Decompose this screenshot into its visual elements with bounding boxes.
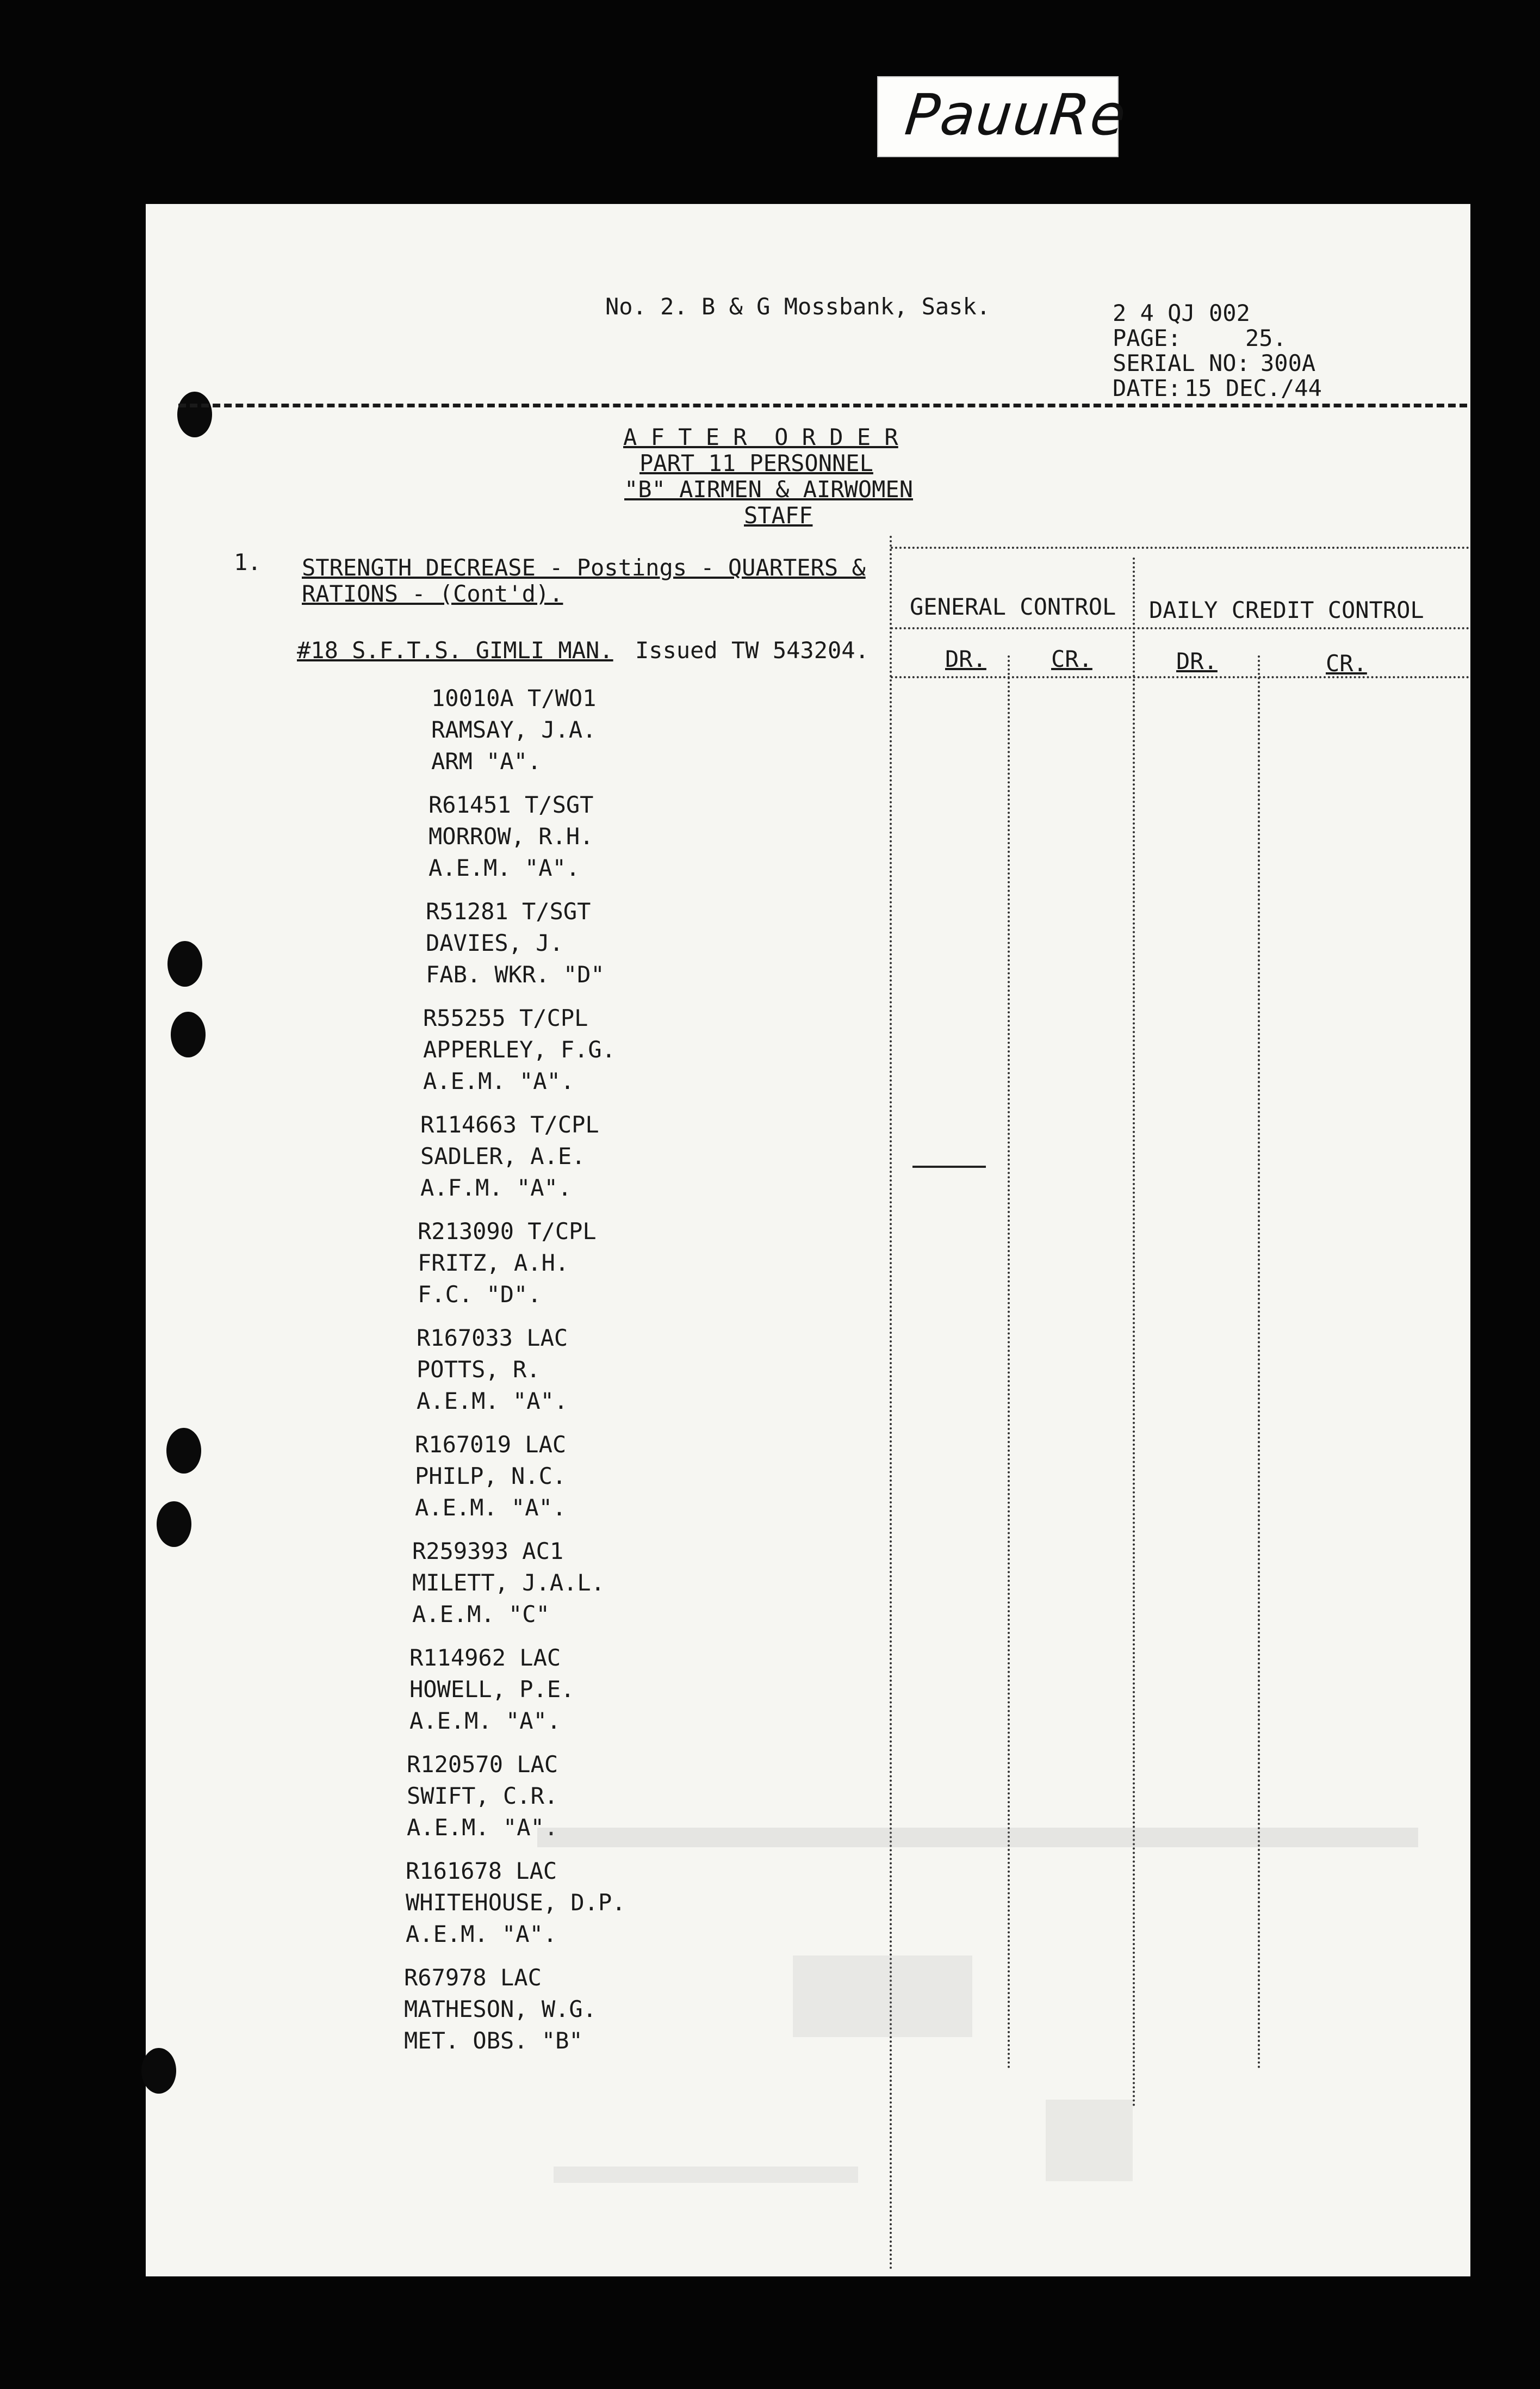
daily-cr-header: CR. (1326, 650, 1367, 677)
general-control-header: GENERAL CONTROL (910, 593, 1116, 620)
order-staff: STAFF (744, 502, 813, 529)
service-number-rank: R213090 T/CPL (418, 1218, 597, 1245)
service-number-rank: R161678 LAC (406, 1858, 557, 1884)
personnel-name: PHILP, N.C. (415, 1463, 567, 1489)
service-number-rank: R51281 T/SGT (426, 898, 591, 925)
personnel-trade: F.C. "D". (418, 1281, 542, 1308)
personnel-trade: FAB. WKR. "D" (426, 961, 605, 988)
date-value: 15 DEC./44 (1184, 375, 1322, 401)
service-number-rank: R259393 AC1 (412, 1538, 564, 1564)
serial-label: SERIAL NO: (1113, 350, 1250, 376)
service-number-rank: R55255 T/CPL (423, 1005, 588, 1031)
service-number-rank: R114962 LAC (409, 1644, 561, 1671)
service-number-rank: R114663 T/CPL (420, 1111, 599, 1138)
personnel-name: DAVIES, J. (426, 930, 563, 956)
service-number-rank: R120570 LAC (407, 1751, 558, 1778)
section-heading-1: STRENGTH DECREASE - Postings - QUARTERS & (302, 554, 866, 581)
personnel-trade: A.E.M. "A". (429, 855, 580, 881)
personnel-trade: A.E.M. "A". (417, 1388, 568, 1414)
personnel-name: APPERLEY, F.G. (423, 1036, 616, 1063)
personnel-trade: A.E.M. "A". (415, 1494, 567, 1521)
page-value: 25. (1245, 325, 1287, 351)
section-heading-2: RATIONS - (Cont'd). (302, 580, 563, 607)
personnel-name: POTTS, R. (417, 1356, 541, 1383)
daily-dr-header: DR. (1176, 648, 1218, 674)
archive-tag (877, 76, 1130, 157)
service-number-rank: 10010A T/WO1 (431, 685, 597, 711)
bleed-through-artifacts (146, 204, 1470, 2276)
file-reference: 2 4 QJ 002 (1113, 300, 1250, 326)
personnel-name: WHITEHOUSE, D.P. (406, 1889, 626, 1916)
serial-value: 300A (1260, 350, 1316, 376)
unit-name: No. 2. B & G Mossbank, Sask. (605, 293, 991, 320)
personnel-trade: A.E.M. "A". (409, 1707, 561, 1734)
daily-credit-control-header: DAILY CREDIT CONTROL (1149, 597, 1424, 623)
personnel-name: SADLER, A.E. (420, 1143, 586, 1169)
personnel-name: HOWELL, P.E. (409, 1676, 575, 1703)
personnel-trade: ARM "A". (431, 748, 542, 775)
general-cr-header: CR. (1051, 646, 1092, 672)
date-label: DATE: (1113, 375, 1182, 401)
personnel-trade: A.E.M. "A". (407, 1814, 558, 1841)
order-category: "B" AIRMEN & AIRWOMEN (624, 476, 914, 503)
personnel-name: SWIFT, C.R. (407, 1783, 558, 1809)
posting-destination: #18 S.F.T.S. GIMLI MAN. (297, 637, 613, 664)
personnel-name: RAMSAY, J.A. (431, 716, 597, 743)
personnel-trade: A.E.M. "C" (412, 1601, 550, 1627)
document-page (146, 204, 1470, 2276)
order-part: PART 11 PERSONNEL (639, 450, 873, 476)
personnel-trade: A.E.M. "A". (406, 1921, 557, 1947)
service-number-rank: R61451 T/SGT (429, 791, 594, 818)
personnel-name: MILETT, J.A.L. (412, 1569, 605, 1596)
section-number: 1. (234, 549, 262, 575)
tag-handwriting: PauuRe (902, 82, 1130, 148)
service-number-rank: R67978 LAC (404, 1964, 542, 1991)
personnel-trade: A.E.M. "A". (423, 1068, 575, 1094)
page-label: PAGE: (1113, 325, 1182, 351)
personnel-name: MORROW, R.H. (429, 823, 594, 850)
issued-reference: Issued TW 543204. (635, 637, 869, 664)
personnel-trade: MET. OBS. "B" (404, 2027, 583, 2054)
order-title: A F T E R O R D E R (623, 424, 898, 450)
general-dr-header: DR. (945, 646, 986, 672)
personnel-name: MATHESON, W.G. (404, 1996, 597, 2022)
personnel-name: FRITZ, A.H. (418, 1249, 569, 1276)
service-number-rank: R167033 LAC (417, 1325, 568, 1351)
personnel-trade: A.F.M. "A". (420, 1174, 572, 1201)
service-number-rank: R167019 LAC (415, 1431, 567, 1458)
